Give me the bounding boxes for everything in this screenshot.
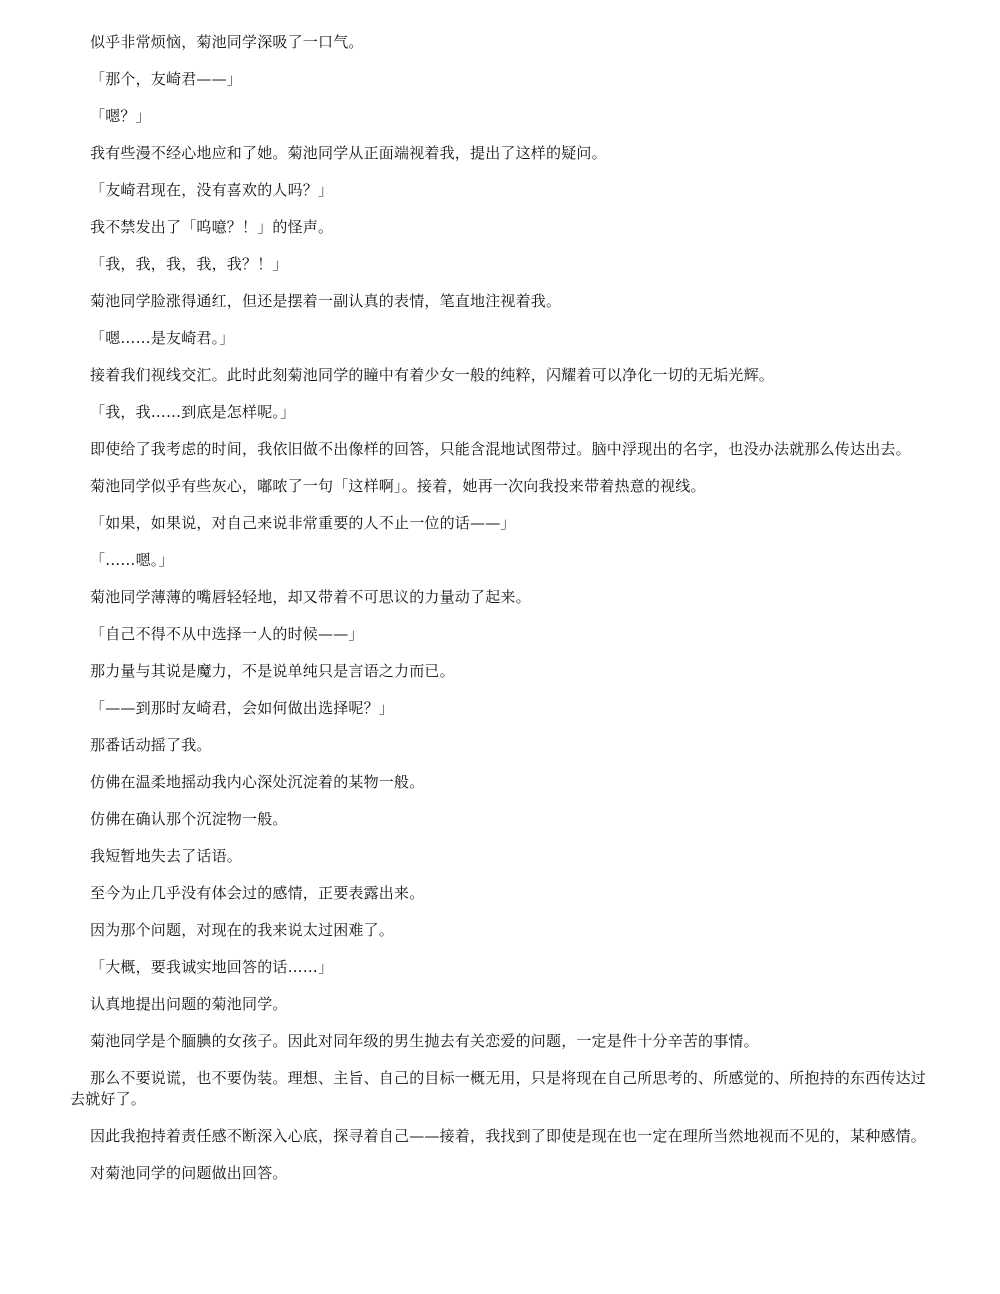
paragraph: 仿佛在确认那个沉淀物一般。 [90,810,288,828]
paragraph: 「那个，友崎君——」 [90,70,243,88]
paragraph: 「嗯？」 [90,107,151,125]
paragraph: 接着我们视线交汇。此时此刻菊池同学的瞳中有着少女一般的纯粹，闪耀着可以净化一切的无垢光辉。 [90,366,775,384]
paragraph: 「自己不得不从中选择一人的时候——」 [90,625,364,643]
paragraph: 「大概，要我诚实地回答的话……」 [90,958,334,976]
paragraph: 即使给了我考虑的时间，我依旧做不出像样的回答，只能含混地试图带过。脑中浮现出的名字，也没办法就那么传达出去。 [90,440,911,458]
paragraph: 菊池同学薄薄的嘴唇轻轻地，却又带着不可思议的力量动了起来。 [90,588,531,606]
paragraph: 我有些漫不经心地应和了她。菊池同学从正面端视着我，提出了这样的疑问。 [90,144,607,162]
paragraph: 菊池同学是个腼腆的女孩子。因此对同年级的男生抛去有关恋爱的问题，一定是件十分辛苦的事情。 [90,1032,759,1050]
paragraph: 认真地提出问题的菊池同学。 [90,995,288,1013]
paragraph: 「如果，如果说，对自己来说非常重要的人不止一位的话——」 [90,514,516,532]
paragraph: 对菊池同学的问题做出回答。 [90,1164,288,1182]
paragraph: 仿佛在温柔地摇动我内心深处沉淀着的某物一般。 [90,773,425,791]
paragraph: 「……嗯。」 [90,551,174,569]
paragraph: 我不禁发出了「呜噫？！」的怪声。 [90,218,334,236]
paragraph: 「我，我……到底是怎样呢。」 [90,403,296,421]
paragraph: 那么不要说谎，也不要伪装。理想、主旨、自己的目标一概无用，只是将现在自己所思考的、所感觉的、所抱持的东西传达过去就好了。 [70,1069,927,1108]
paragraph: 菊池同学脸涨得通红，但还是摆着一副认真的表情，笔直地注视着我。 [90,292,562,310]
paragraph: 「——到那时友崎君，会如何做出选择呢？」 [90,699,395,717]
paragraph: 菊池同学似乎有些灰心，嘟哝了一句「这样啊」。接着，她再一次向我投来带着热意的视线。 [90,477,706,495]
paragraph: 「我，我，我，我，我？！」 [90,255,288,273]
paragraph: 「嗯……是友崎君。」 [90,329,235,347]
paragraph: 因此我抱持着责任感不断深入心底，探寻着自己——接着，我找到了即使是现在也一定在理所当然地视而不见的，某种感情。 [90,1127,927,1145]
paragraph: 「友崎君现在，没有喜欢的人吗？」 [90,181,334,199]
paragraph: 似乎非常烦恼，菊池同学深吸了一口气。 [90,33,364,51]
paragraph: 我短暂地失去了话语。 [90,847,243,865]
paragraph: 那番话动摇了我。 [90,736,212,754]
paragraph: 那力量与其说是魔力，不是说单纯只是言语之力而已。 [90,662,455,680]
paragraph: 至今为止几乎没有体会过的感情，正要表露出来。 [90,884,425,902]
paragraph: 因为那个问题，对现在的我来说太过困难了。 [90,921,395,939]
